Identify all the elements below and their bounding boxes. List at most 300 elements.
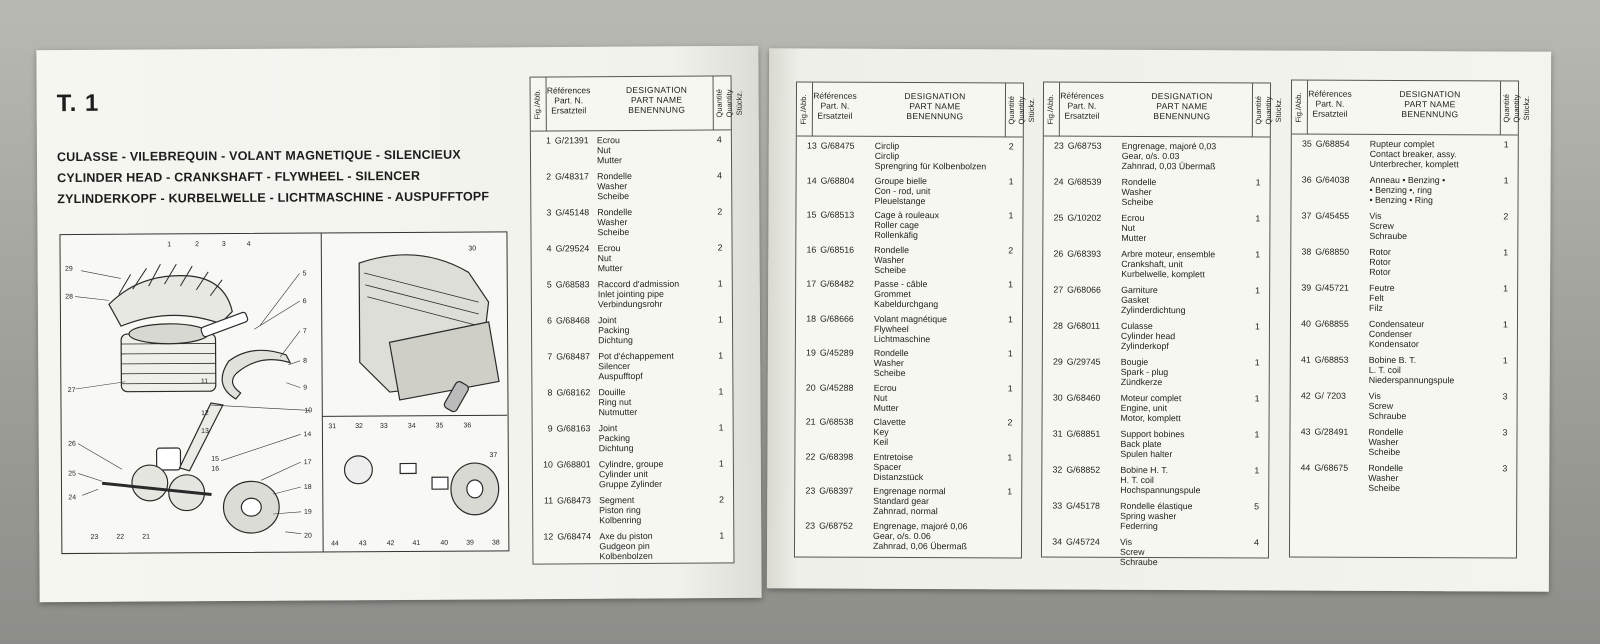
callout-33: 33 (380, 422, 388, 430)
designation-de: Rotor (1369, 266, 1391, 277)
quantity: 1 (718, 422, 724, 433)
designation (598, 387, 637, 417)
callout-34: 34 (407, 422, 416, 430)
designation-en: Inlet jointing pipe (597, 288, 664, 300)
callout-39: 39 (466, 539, 474, 547)
section-code: T. 1 (56, 89, 100, 118)
callout-38: 38 (492, 539, 500, 547)
callout-26: 26 (68, 440, 76, 448)
fig-number: 34 (1052, 536, 1063, 547)
fig-number: 18 (806, 313, 817, 324)
designation-fr: Rondelle (874, 244, 910, 255)
callout-35: 35 (435, 422, 444, 430)
designation-fr: Arbre moteur, ensemble (1121, 248, 1216, 260)
fig-number: 12 (543, 531, 554, 542)
part-number: G/68163 (556, 423, 591, 434)
quantity: 1 (1502, 355, 1508, 366)
designation (873, 520, 968, 550)
designation-en: Screw (1119, 546, 1145, 557)
quantity: 1 (1503, 283, 1509, 294)
designation (874, 382, 899, 412)
quantity: 1 (1255, 213, 1261, 224)
part-number: G/68468 (555, 315, 590, 326)
designation-fr: Rondelle élastique (1120, 500, 1193, 512)
designation-de: Dichtung (598, 442, 634, 454)
designation (599, 423, 634, 453)
table-row (1043, 209, 1269, 246)
quantity: 1 (1008, 175, 1014, 186)
quantity: 2 (717, 242, 723, 253)
fig-number: 32 (1052, 464, 1063, 475)
part-number: G/68473 (557, 495, 591, 506)
header-ref-fr: Références (546, 85, 591, 96)
callout-2: 2 (195, 241, 199, 249)
designation-en: Washer (874, 254, 905, 265)
designation (1369, 283, 1395, 313)
designation-fr: Engrenage normal (873, 485, 946, 497)
header-ref-en: Part. N. (820, 100, 850, 111)
quantity: 2 (1503, 211, 1509, 222)
quantity: 4 (716, 134, 722, 145)
quantity: 1 (1254, 357, 1260, 368)
fig-number: 31 (1052, 428, 1063, 439)
fig-number: 36 (1301, 174, 1312, 185)
designation-de: Gruppe Zylinder (598, 478, 663, 490)
fig-number: 23 (805, 520, 816, 531)
part-number: G/68675 (1314, 462, 1349, 473)
designation-fr: Garniture (1121, 284, 1158, 296)
fig-number: 37 (1301, 210, 1312, 221)
header-ref-fr: Références (1308, 88, 1352, 99)
table-row (532, 346, 732, 383)
part-number: G/45178 (1066, 500, 1100, 511)
callout-17: 17 (303, 459, 312, 467)
callout-36: 36 (463, 422, 472, 430)
part-number: G/45289 (819, 347, 854, 358)
designation (598, 279, 680, 309)
designation-fr: Groupe bielle (874, 175, 927, 186)
designation-fr: Rondelle (1121, 176, 1157, 188)
designation (599, 459, 664, 489)
part-number: G/68854 (1315, 138, 1350, 149)
callout-44: 44 (331, 540, 339, 548)
designation (874, 279, 938, 309)
table-row (1043, 317, 1269, 354)
table-row (533, 418, 733, 455)
designation (597, 135, 622, 165)
part-number: G/64038 (1315, 174, 1350, 185)
designation-en: Standard gear (873, 495, 929, 507)
designation-en: Ring nut (598, 397, 632, 408)
part-number: G/68666 (819, 313, 854, 324)
part-number: G/28491 (1314, 426, 1349, 437)
table-row (1043, 173, 1269, 210)
part-number: G/68393 (1067, 248, 1102, 259)
designation (875, 141, 987, 171)
fig-number: 44 (1300, 462, 1311, 473)
callout-40: 40 (440, 539, 449, 547)
parts-table-1 (530, 75, 744, 564)
designation-fr: Ecrou (873, 382, 897, 393)
quantity: 4 (717, 170, 723, 181)
designation (874, 210, 939, 240)
designation-fr: Engrenage, majoré 0,03 (1121, 140, 1217, 152)
designation-en: Nut (873, 392, 888, 403)
quantity: 1 (1503, 139, 1509, 150)
header-des-de: BENENNUNG (1153, 110, 1211, 122)
designation (874, 348, 909, 378)
header-ref-de: Ersatzteil (1312, 108, 1348, 119)
title-line-fr: CULASSE - VILEBREQUIN - VOLANT MAGNETIQUE - SILENCIEUX (56, 147, 461, 165)
callout-28: 28 (65, 293, 73, 301)
quantity: 4 (1254, 537, 1259, 548)
header-ref-de: Ersatzteil (1064, 110, 1100, 121)
header-ref-fr: Références (1060, 90, 1104, 101)
header-ref-en: Part. N. (554, 95, 584, 106)
designation-en: Circlip (874, 150, 900, 161)
designation (1370, 139, 1459, 169)
designation-en: L. T. coil (1368, 364, 1401, 375)
table-row (1042, 461, 1268, 498)
fig-number: 25 (1053, 212, 1064, 223)
designation-de: Mutter (596, 155, 622, 166)
header-des-de: BENENNUNG (906, 110, 964, 122)
designation-fr: Joint (597, 315, 617, 326)
part-number: G/68583 (555, 279, 590, 290)
designation-en: • Benzing •, ring (1369, 184, 1432, 196)
fig-number: 40 (1301, 318, 1312, 329)
section-titles (57, 144, 489, 210)
designation-en: Packing (598, 433, 631, 444)
header-ref-en: Part. N. (1315, 98, 1345, 109)
designation-de: Kurbelwelle, komplett (1121, 268, 1205, 280)
fig-number: 20 (805, 382, 816, 393)
designation-de: Scheibe (874, 264, 907, 275)
designation-de: Scheibe (1368, 446, 1401, 457)
table-row (1291, 315, 1517, 352)
table-row (531, 202, 731, 239)
parts-table-4 (1289, 80, 1531, 559)
designation-de: Zylinderdichtung (1121, 304, 1186, 316)
designation-fr: Rondelle (1368, 462, 1404, 473)
table-row (796, 378, 1022, 413)
designation-en: Contact breaker, assy. (1369, 148, 1457, 160)
designation (1369, 175, 1445, 205)
header-quantity: Quantité Quantity Stückz. (1006, 96, 1036, 125)
table-row (1044, 137, 1270, 174)
header-quantity: Quantité Quantity Stückz. (1501, 94, 1531, 123)
fig-number: 38 (1301, 246, 1312, 257)
fig-number: 24 (1053, 176, 1064, 187)
part-number: G/68851 (1066, 428, 1101, 439)
designation-en: Condenser (1368, 328, 1413, 340)
exploded-engine-diagram (59, 231, 509, 554)
designation-de: Zahnrad, normal (873, 505, 938, 517)
designation-de: Hochspannungspule (1120, 484, 1201, 496)
callout-43: 43 (358, 540, 367, 548)
callout-9: 9 (303, 384, 308, 392)
designation-de: Schraube (1369, 230, 1408, 242)
designation-en: Washer (597, 217, 628, 228)
designation-de: Scheibe (1121, 196, 1154, 207)
quantity: 1 (718, 458, 724, 469)
quantity: 2 (1007, 417, 1013, 428)
designation-en: Engine, unit (1120, 402, 1168, 414)
designation (1120, 465, 1200, 495)
part-number: G/68538 (819, 416, 854, 427)
designation-en: Grommet (874, 288, 911, 300)
header-des-en: PART NAME (1404, 98, 1456, 110)
designation-en: Gasket (1121, 294, 1149, 305)
designation-de: Rollenkäfig (874, 229, 918, 241)
fig-number: 7 (547, 351, 553, 362)
designation-en: Piston ring (599, 504, 641, 516)
designation-en: Silencer (598, 361, 631, 372)
header-designation (1370, 89, 1490, 120)
callout-1: 1 (167, 241, 172, 249)
fig-number: 10 (543, 459, 553, 470)
designation (873, 451, 923, 481)
designation (1120, 537, 1158, 567)
designation-fr: Vis (1368, 390, 1381, 401)
designation-de: Spulen halter (1120, 448, 1173, 460)
designation-fr: Engrenage, majoré 0,06 (873, 520, 968, 531)
table-row (1043, 353, 1269, 390)
table-row (1042, 533, 1268, 570)
designation-en: Spring washer (1120, 510, 1177, 522)
callout-41: 41 (412, 539, 421, 547)
fig-number: 27 (1053, 284, 1064, 295)
quantity: 1 (1007, 313, 1013, 324)
designation-de: Niederspannungspule (1368, 374, 1455, 386)
designation-fr: Rotor (1369, 246, 1391, 257)
callout-3: 3 (221, 240, 226, 249)
table-row (796, 275, 1022, 310)
callout-27: 27 (67, 386, 76, 395)
header-des-fr: DESIGNATION (625, 84, 688, 96)
fig-number: 13 (806, 140, 817, 151)
header-designation (875, 91, 995, 122)
table-row (1291, 171, 1517, 208)
quantity: 1 (1254, 465, 1260, 476)
header-references (1058, 91, 1106, 121)
callout-31: 31 (328, 423, 337, 431)
designation-en: Rotor (1369, 256, 1391, 267)
designation (873, 486, 946, 516)
designation (1369, 247, 1391, 277)
part-number: G/68460 (1066, 392, 1101, 403)
part-number: G/10202 (1067, 212, 1102, 223)
table-row (1291, 207, 1517, 244)
callout-11: 11 (200, 378, 209, 386)
fig-number: 30 (1052, 392, 1063, 403)
fig-number: 11 (543, 495, 554, 506)
header-designation (1122, 91, 1242, 122)
table-row (795, 516, 1021, 551)
designation-de: Auspufftopf (598, 370, 643, 382)
header-fig: Fig./Abb. (1045, 94, 1055, 125)
part-number: G/29745 (1066, 356, 1101, 367)
fig-number: 5 (546, 279, 552, 290)
designation-de: Mutter (597, 263, 623, 274)
part-number: G/68804 (820, 175, 855, 186)
callout-37: 37 (489, 451, 498, 460)
designation-de: Nutmutter (598, 406, 638, 418)
fig-number: 23 (1053, 140, 1064, 151)
designation (1121, 321, 1175, 351)
designation-fr: Bobine B. T. (1368, 354, 1417, 366)
fig-number: 33 (1052, 500, 1063, 511)
designation-en: Washer (1368, 436, 1399, 447)
designation-en: Key (873, 426, 889, 437)
header-des-en: PART NAME (909, 100, 961, 112)
quantity: 1 (718, 386, 724, 397)
designation (873, 417, 905, 447)
fig-number: 14 (806, 175, 817, 186)
header-references (545, 85, 593, 115)
designation-de: Motor, komplett (1120, 412, 1181, 424)
designation-en: Nut (596, 145, 611, 156)
quantity: 1 (717, 278, 723, 289)
designation-en: Flywheel (873, 323, 909, 334)
designation (874, 313, 947, 343)
part-number: G/68475 (820, 140, 855, 151)
designation-fr: Rondelle (1368, 426, 1404, 437)
designation (874, 244, 909, 274)
designation-fr: Rupteur complet (1369, 138, 1435, 150)
callout-12: 12 (201, 410, 209, 418)
quantity: 2 (717, 206, 723, 217)
header-quantity: Quantité Quantity Stückz. (714, 89, 744, 118)
designation-de: Kolbenring (599, 514, 642, 526)
title-line-en: CYLINDER HEAD - CRANKSHAFT - FLYWHEEL - SILENCER (57, 168, 421, 186)
fig-number: 26 (1053, 248, 1064, 259)
table-row (796, 171, 1022, 206)
fig-number: 9 (547, 423, 553, 434)
table-row (1291, 387, 1517, 424)
table-row (1042, 497, 1268, 534)
table-row (1291, 243, 1517, 280)
designation-de: Scheibe (597, 191, 630, 202)
callout-30: 30 (468, 245, 477, 253)
callout-23: 23 (90, 533, 99, 541)
designation-fr: Vis (1369, 210, 1382, 221)
part-number: G/45721 (1315, 282, 1349, 293)
part-number: G/68855 (1314, 318, 1349, 329)
designation-en: Cylinder head (1120, 330, 1176, 342)
designation-fr: Pot d'échappement (598, 350, 674, 362)
header-des-en: PART NAME (1156, 100, 1208, 112)
callout-7: 7 (302, 327, 307, 335)
header-ref-fr: Références (813, 90, 857, 101)
quantity: 1 (1255, 285, 1261, 296)
header-quantity: Quantité Quantity Stückz. (1253, 96, 1283, 125)
designation-fr: Anneau • Benzing • (1369, 174, 1446, 186)
designation-fr: Vis (1120, 536, 1133, 547)
fig-number: 19 (806, 347, 816, 358)
callout-29: 29 (65, 265, 73, 273)
quantity: 1 (1008, 210, 1014, 221)
designation (1122, 141, 1217, 171)
part-number: G/45455 (1315, 210, 1350, 221)
quantity: 1 (1254, 429, 1260, 440)
table-row (1291, 351, 1517, 388)
quantity: 1 (1007, 451, 1013, 462)
designation-en: Spacer (873, 461, 902, 472)
quantity: 1 (1007, 382, 1013, 393)
quantity: 1 (1502, 319, 1508, 330)
callout-6: 6 (302, 298, 307, 306)
table-header (1044, 83, 1283, 138)
part-number: G/68752 (819, 520, 853, 531)
designation-de: Scheibe (873, 367, 906, 378)
fig-number: 21 (805, 416, 816, 427)
fig-number: 15 (806, 209, 817, 220)
designation (1369, 319, 1424, 349)
designation (1368, 463, 1403, 493)
designation-fr: Ecrou (597, 243, 621, 254)
designation (598, 351, 674, 381)
part-number: G/45148 (555, 207, 590, 218)
callout-14: 14 (303, 431, 312, 439)
table-header (1292, 81, 1531, 136)
parts-table-3 (1041, 82, 1283, 568)
callout-10: 10 (304, 407, 313, 415)
part-number: G/29524 (555, 243, 590, 254)
designation-en: Washer (597, 181, 628, 192)
designation-en: Nut (597, 253, 612, 264)
table-row (795, 447, 1021, 482)
designation-de: Dichtung (598, 334, 633, 346)
part-number: G/68853 (1314, 354, 1349, 365)
fig-number: 43 (1300, 426, 1311, 437)
quantity: 1 (719, 530, 725, 541)
header-des-fr: DESIGNATION (1399, 88, 1461, 100)
fig-number: 1 (545, 135, 551, 146)
designation-fr: Feutre (1369, 282, 1395, 293)
designation-de: Zündkerze (1120, 376, 1163, 388)
designation (1369, 391, 1407, 421)
designation-fr: Segment (599, 494, 635, 506)
table-row (797, 137, 1023, 172)
fig-number: 16 (806, 244, 817, 255)
quantity: 3 (1502, 463, 1508, 474)
designation (598, 315, 633, 345)
designation (1368, 427, 1403, 457)
fig-number: 6 (547, 315, 553, 326)
designation (1120, 501, 1193, 531)
fig-number: 3 (546, 207, 552, 218)
designation-fr: Condensateur (1368, 318, 1425, 330)
table-row (1290, 423, 1516, 460)
designation-de: Scheibe (1368, 482, 1401, 493)
designation-de: Federring (1120, 520, 1158, 532)
quantity: 1 (1254, 393, 1260, 404)
designation-fr: Rondelle (873, 347, 909, 358)
designation-fr: Rondelle (597, 206, 633, 218)
fig-number: 8 (547, 387, 553, 398)
designation-fr: Volant magnétique (873, 313, 947, 324)
designation-fr: Entretoise (873, 451, 914, 462)
designation-en: Washer (873, 357, 904, 368)
callout-21: 21 (142, 533, 150, 541)
table-row (1291, 279, 1517, 316)
quantity: 1 (1255, 177, 1261, 188)
callout-18: 18 (303, 483, 312, 491)
designation-fr: Moteur complet (1120, 392, 1182, 404)
fig-number: 22 (805, 451, 816, 462)
table-row (796, 344, 1022, 379)
